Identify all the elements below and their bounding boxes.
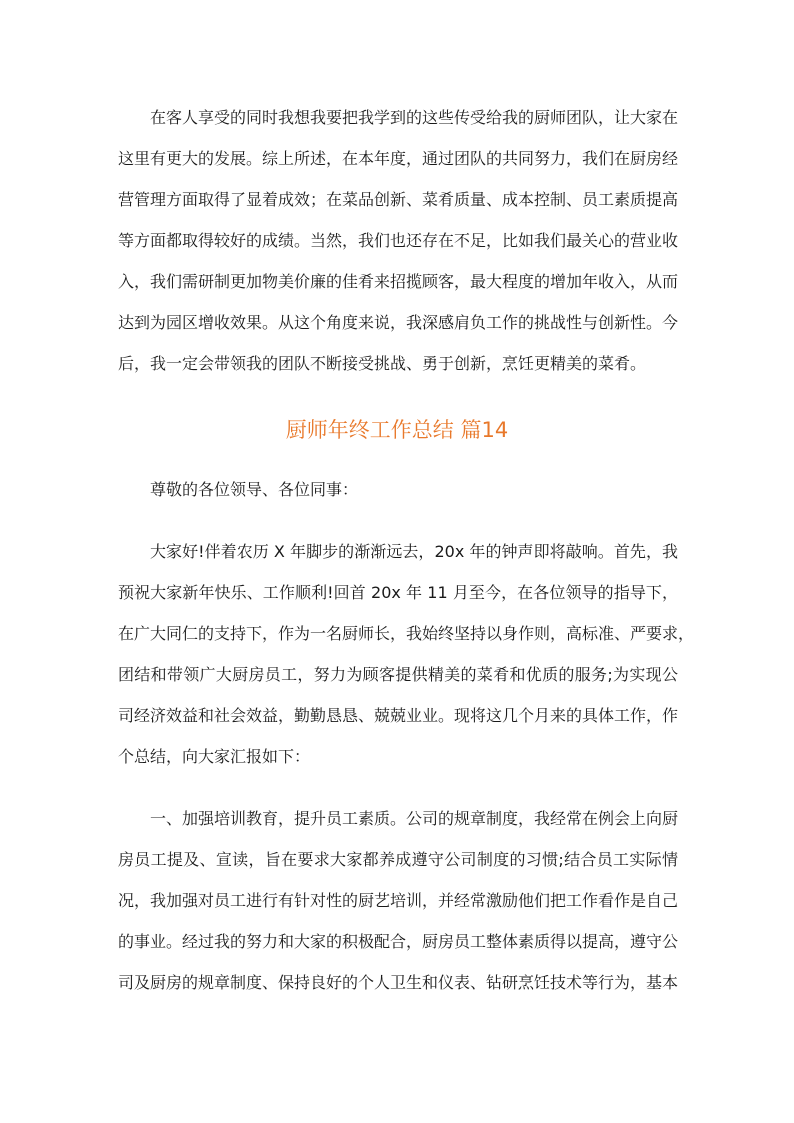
- paragraph-line: 的事业。经过我的努力和大家的积极配合，厨房员工整体素质得以提高，遵守公: [118, 932, 679, 951]
- salutation-text: 尊敬的各位领导、各位同事：: [150, 480, 359, 499]
- paragraph-line: 个总结，向大家汇报如下：: [118, 747, 311, 766]
- paragraph-line: 等方面都取得较好的成绩。当然，我们也还存在不足，比如我们最关心的营业收: [118, 231, 679, 250]
- paragraph-line: 大家好!伴着农历 X 年脚步的渐渐远去，20x 年的钟声即将敲响。首先，我: [150, 542, 678, 561]
- paragraph-greeting: [118, 531, 695, 777]
- paragraph-line: 在广大同仁的支持下，作为一名厨师长，我始终坚持以身作则，高标准、严要求，: [118, 624, 695, 643]
- paragraph-training: [118, 798, 678, 1003]
- paragraph-line: 预祝大家新年快乐、工作顺利!回首 20x 年 11 月至今，在各位领导的指导下，: [118, 583, 678, 602]
- paragraph-line: 一、加强培训教育，提升员工素质。公司的规章制度，我经常在例会上向厨: [150, 809, 679, 828]
- paragraph-line: 这里有更大的发展。综上所述，在本年度，通过团队的共同努力，我们在厨房经: [118, 149, 679, 168]
- paragraph-line: 入，我们需研制更加物美价廉的佳肴来招揽顾客，最大程度的增加年收入，从而: [118, 272, 679, 291]
- paragraph-line: 团结和带领广大厨房员工，努力为顾客提供精美的菜肴和优质的服务;为实现公: [118, 665, 678, 684]
- paragraph-line: 况，我加强对员工进行有针对性的厨艺培训，并经常激励他们把工作看作是自己: [118, 891, 679, 910]
- paragraph-line: 达到为园区增收效果。从这个角度来说，我深感肩负工作的挑战性与创新性。今: [118, 313, 679, 332]
- salutation: [118, 469, 678, 510]
- paragraph-intro: [118, 97, 678, 384]
- paragraph-line: 在客人享受的同时我想我要把我学到的这些传受给我的厨师团队，让大家在: [150, 108, 679, 127]
- section-heading: 厨师年终工作总结 篇14: [285, 418, 509, 442]
- paragraph-line: 后，我一定会带领我的团队不断接受挑战、勇于创新，烹饪更精美的菜肴。: [118, 354, 647, 373]
- paragraph-line: 司经济效益和社会效益，勤勤恳恳、兢兢业业。现将这几个月来的具体工作，作: [118, 706, 679, 725]
- paragraph-line: 司及厨房的规章制度、保持良好的个人卫生和仪表、钻研烹饪技术等行为，基本: [118, 973, 679, 992]
- paragraph-line: 房员工提及、宣读，旨在要求大家都养成遵守公司制度的习惯;结合员工实际情: [118, 850, 678, 869]
- paragraph-line: 营管理方面取得了显着成效；在菜品创新、菜肴质量、成本控制、员工素质提高: [118, 190, 679, 209]
